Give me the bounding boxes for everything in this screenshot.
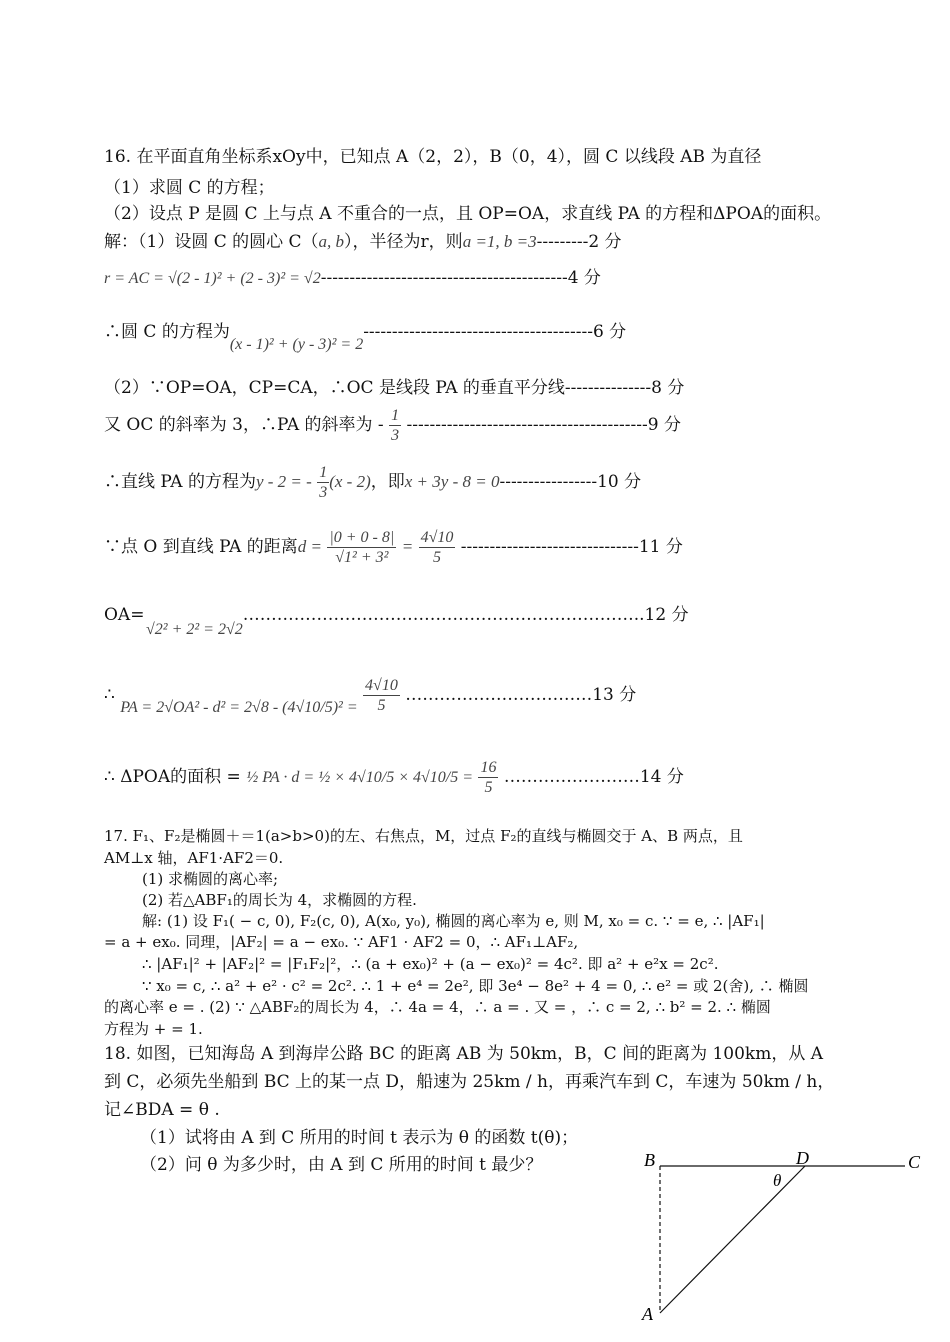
label-b: B: [644, 1150, 655, 1170]
p16-sol-line3: ∴圆 C 的方程为(x - 1)² + (y - 3)² = 2----------------------------------------6 分: [104, 322, 627, 353]
p17-statement-2: AM⊥x 轴，AF1·AF2＝0.: [104, 849, 284, 867]
p16-part2: （2）设点 P 是圆 C 上与点 A 不重合的一点，且 OP=OA，求直线 PA 的方程和ΔPOA的面积。: [104, 204, 832, 224]
p16-sol-line10: ∴ ΔPOA的面积 = ½ PA · d = ½ × 4√10/5 × 4√10/5 = $\frac{16}{5}$ ……………………14 分: [104, 759, 684, 796]
label-a: A: [642, 1304, 653, 1324]
fraction: $\frac{4√10}{5}$: [420, 529, 454, 566]
p17-statement: 17. F₁、F₂是椭圆＋＝1(a>b>0)的左、右焦点，M，过点 F₂的直线与椭圆交于 A、B 两点，且: [104, 827, 743, 845]
p17-part1: (1) 求椭圆的离心率;: [142, 870, 279, 888]
p16-sol-line2: r = AC = √(2 - 1)² + (2 - 3)² = √2-------------------------------------------4 分: [104, 268, 601, 288]
p16-sol-line9: ∴ PA = 2√OA² - d² = 2√8 - (4√10/5)² = $\frac{4√10}{5}$ ……………………………13 分: [104, 677, 637, 716]
p17-sol-line6: 方程为 + = 1.: [104, 1020, 203, 1038]
fraction: $\frac{1}{3}$: [319, 464, 328, 501]
label-c: C: [908, 1152, 921, 1172]
fraction: $\frac{|0 + 0 - 8|}{\text{√1² + 3²}}$: [329, 529, 395, 566]
p18-statement-2: 到 C，必须先坐船到 BC 上的某一点 D，船速为 25km / h，再乘汽车到 C，车速为 50km / h，: [104, 1072, 835, 1092]
p16-sol-line4: （2）∵OP=OA，CP=CA，∴OC 是线段 PA 的垂直平分线---------------8 分: [104, 378, 685, 398]
p17-sol-line4: ∵ x₀ = c, ∴ a² + e² · c² = 2c². ∴ 1 + e⁴ = 2e², 即 3e⁴ − 8e² + 4 = 0, ∴ e² = 或 2(舍), ∴ 椭圆: [142, 977, 809, 995]
label-d: D: [796, 1148, 809, 1168]
p17-sol-line2: = a + ex₀. 同理，|AF₂| = a − ex₀. ∵ AF1 · AF2 = 0，∴ AF₁⊥AF₂,: [104, 933, 579, 951]
p16-statement: 16. 在平面直角坐标系xOy中，已知点 A（2，2），B（0，4），圆 C 以线段 AB 为直径: [104, 147, 762, 167]
p16-sol-line1: 解：（1）设圆 C 的圆心 C（a, b），半径为r，则a =1, b =3---------2 分: [104, 232, 622, 252]
p18-statement-3: 记∠BDA = θ .: [104, 1100, 220, 1120]
p16-sol-line8: OA=: [104, 605, 145, 625]
p17-sol-line1: 解: (1) 设 F₁( − c, 0), F₂(c, 0), A(x₀, y₀), 椭圆的离心率为 e, 则 M, x₀ = c. ∵ = e, ∴ |AF₁|: [142, 912, 765, 930]
p16-sol-line6: ∴直线 PA 的方程为y - 2 = - $\frac{1}{3}$ (x - 2)，即x + 3y - 8 = 0-----------------10 分: [104, 464, 642, 501]
p16-part1: （1）求圆 C 的方程；: [104, 178, 275, 198]
p17-part2: (2) 若△ABF₁的周长为 4，求椭圆的方程.: [142, 891, 417, 909]
geometry-figure: [630, 1148, 940, 1338]
label-theta: θ: [773, 1171, 782, 1190]
line-ad: [660, 1166, 805, 1313]
p17-sol-line5: 的离心率 e = . (2) ∵ △ABF₂的周长为 4，∴ 4a = 4，∴ a = . 又 = ，∴ c = 2, ∴ b² = 2. ∴ 椭圆: [104, 998, 771, 1016]
p18-statement: 18. 如图，已知海岛 A 到海岸公路 BC 的距离 AB 为 50km，B，C 间的距离为 100km，从 A: [104, 1044, 824, 1064]
p16-sol-line5: 又 OC 的斜率为 3，∴PA 的斜率为 - $\frac{1}{3}$ ------------------------------------------9 分: [104, 407, 681, 444]
p18-part2: （2）问 θ 为多少时，由 A 到 C 所用的时间 t 最少？: [140, 1155, 543, 1175]
fraction: $\frac{16}{5}$: [480, 759, 497, 796]
fraction: $\frac{1}{3}$: [391, 407, 400, 444]
p17-sol-line3: ∴ |AF₁|² + |AF₂|² = |F₁F₂|²，∴ (a + ex₀)² + (a − ex₀)² = 4c². 即 a² + e²x = 2c².: [142, 955, 719, 973]
p16-sol-line7: ∵点 O 到直线 PA 的距离d = $\frac{|0 + 0 - 8|}{\text{√1² + 3²}}$ = $\frac{4√10}{5}$ -------------------------------11 分: [104, 529, 683, 566]
p18-part1: （1）试将由 A 到 C 所用的时间 t 表示为 θ 的函数 t(θ)；: [140, 1128, 579, 1148]
p16-sol-line8-math: √2² + 2² = 2√2……………………………………………………………..12 分: [146, 605, 689, 638]
fraction: $\frac{4√10}{5}$: [365, 677, 398, 714]
